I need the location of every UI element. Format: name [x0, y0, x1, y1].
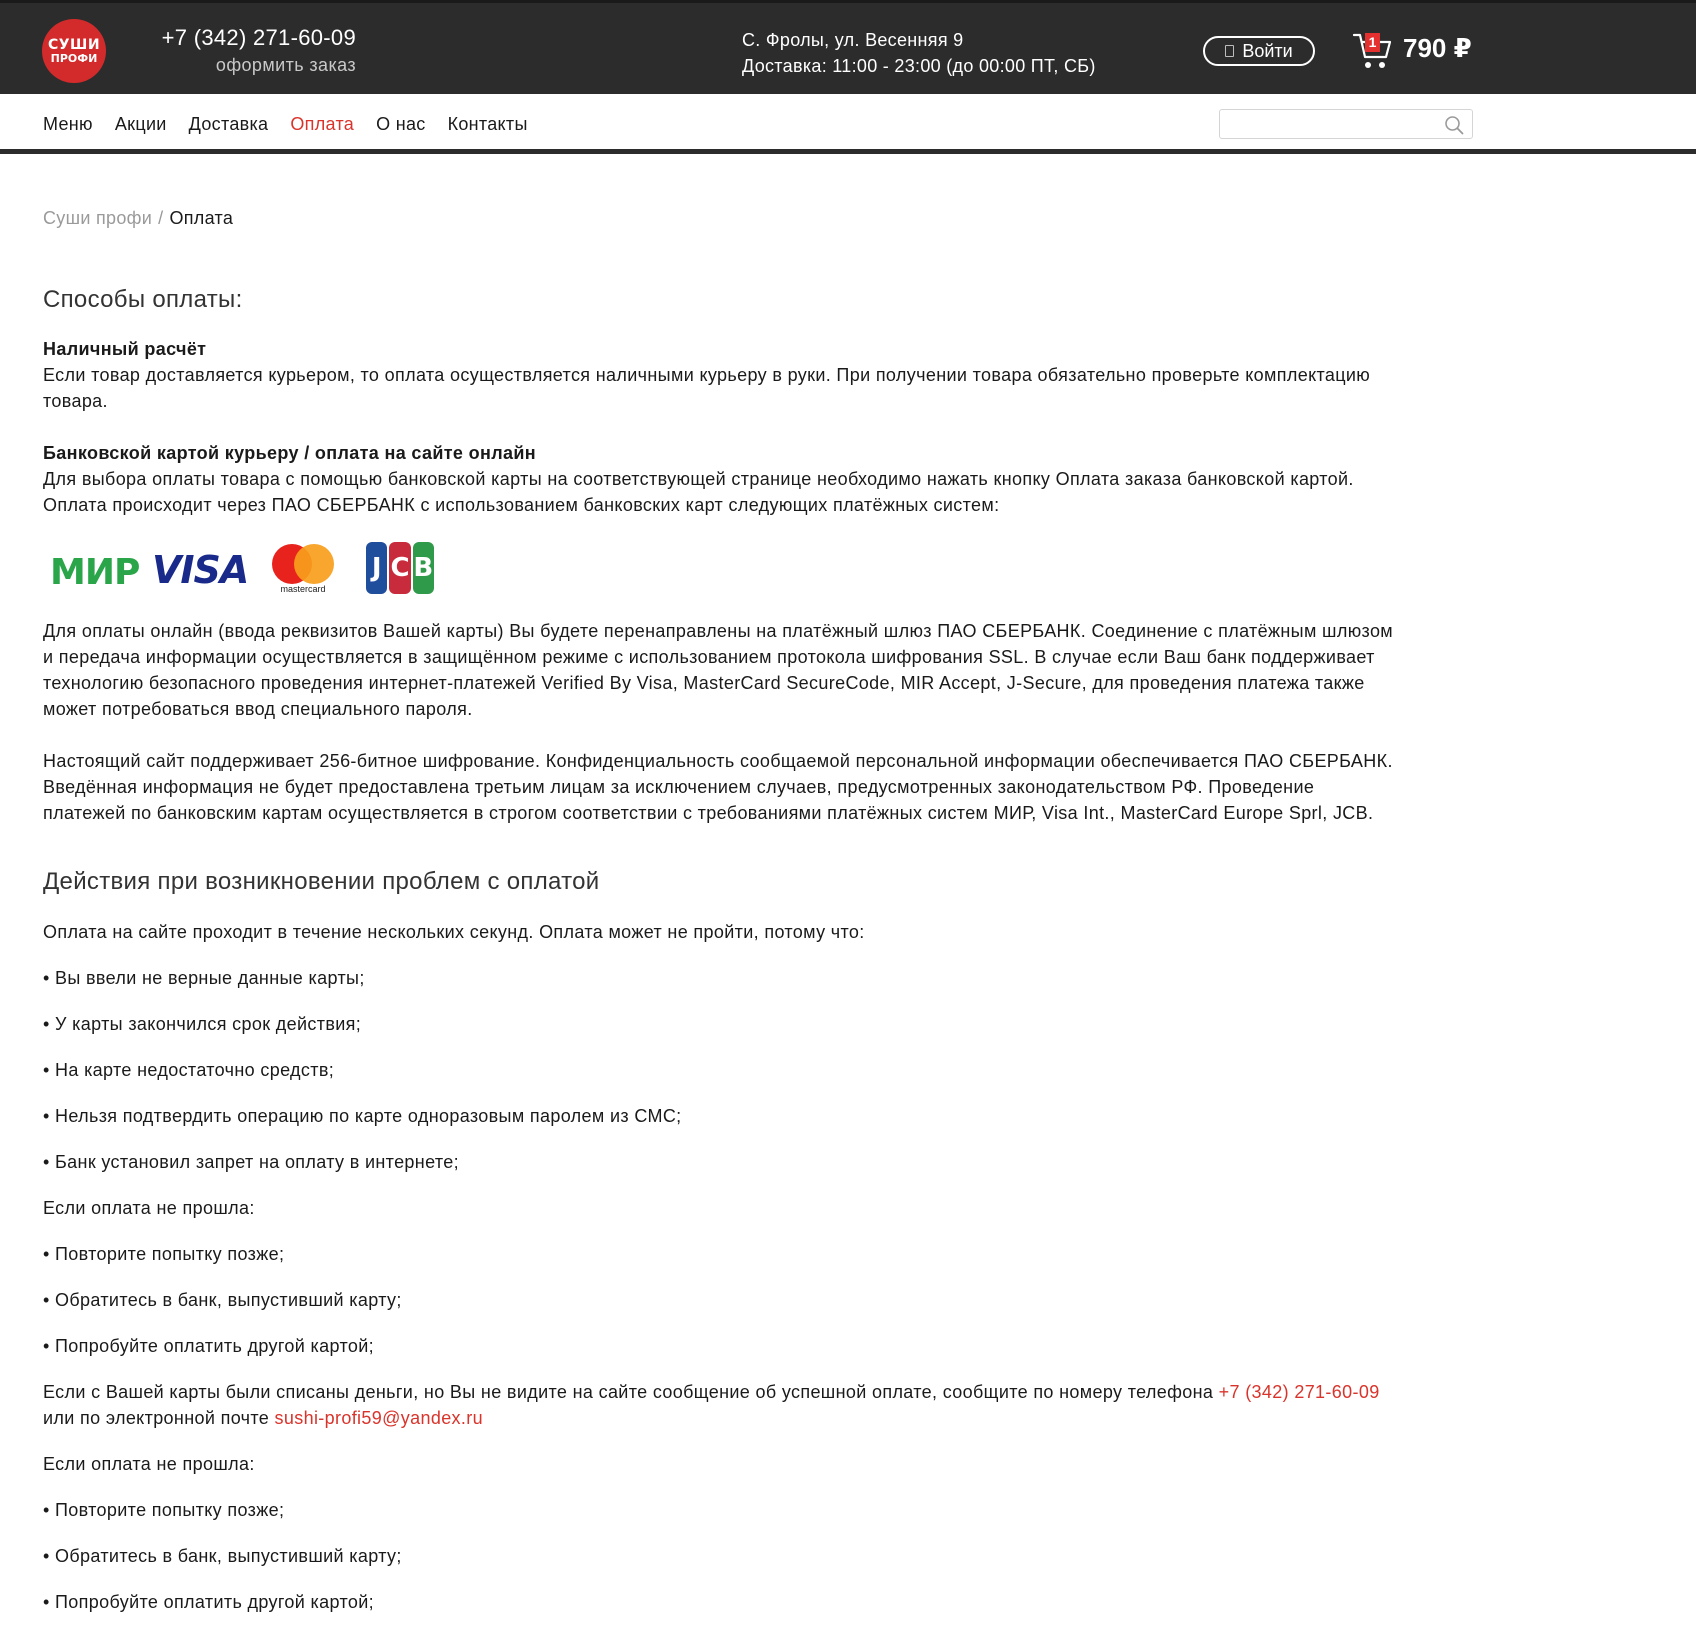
charged-text-1: Если с Вашей карты были списаны деньги, но Вы не видите на сайте сообщение об успешной оплате, сообщите по номеру телефона	[43, 1382, 1214, 1402]
support-phone-link[interactable]: +7 (342) 271-60-09	[1218, 1382, 1380, 1402]
reason-item: • Вы ввели не верные данные карты;	[43, 968, 365, 988]
action-item: • Обратитесь в банк, выпустивший карту;	[43, 1290, 402, 1310]
jcb-logo	[366, 542, 434, 594]
action-item: • Повторите попытку позже;	[43, 1244, 285, 1264]
cart-count-badge: 1	[1365, 33, 1380, 52]
action-item: • Обратитесь в банк, выпустивший карту;	[43, 1546, 402, 1566]
reason-item: • Банк установил запрет на оплату в интернете;	[43, 1152, 459, 1172]
breadcrumb	[43, 208, 233, 229]
online-text-4: может потребоваться ввод специального пароля.	[43, 699, 473, 719]
problems-title: Действия при возникновении проблем с оплатой	[43, 868, 600, 895]
reason-item: • Нельзя подтвердить операцию по карте одноразовым паролем из СМС;	[43, 1106, 682, 1126]
card-text-2: Оплата происходит через ПАО СБЕРБАНК с использованием банковских карт следующих платёжных систем:	[43, 495, 1000, 515]
action-item: • Попробуйте оплатить другой картой;	[43, 1336, 374, 1356]
problems-intro: Оплата на сайте проходит в течение нескольких секунд. Оплата может не пройти, потому что:	[43, 922, 865, 942]
card-text-1: Для выбора оплаты товара с помощью банковской карты на соответствующей странице необходимо нажать кнопку Оплата заказа банковской картой.	[43, 469, 1354, 489]
security-text-2: Введённая информация не будет предоставлена третьим лицам за исключением случаев, предусмотренных законодательством РФ. Проведение	[43, 777, 1315, 797]
address-text: С. Фролы, ул. Весенняя 9	[742, 30, 964, 50]
visa-logo: VISA	[152, 548, 249, 592]
mastercard-label: mastercard	[280, 584, 326, 594]
online-text-3: технологию безопасного проведения интернет-платежей Verified By Visa, MasterCard SecureCode, MIR Accept, J-Secure, для проведения платежа также	[43, 673, 1365, 693]
main-nav	[0, 94, 1696, 154]
nav-item-about[interactable]: О нас	[376, 114, 426, 134]
login-button-label: Войти	[1242, 40, 1293, 61]
cash-text-2: товара.	[43, 391, 108, 411]
online-text-1: Для оплаты онлайн (ввода реквизитов Вашей карты) Вы будете перенаправлены на платёжный шлюз ПАО СБЕРБАНК. Соединение с платёжным шлюзом	[43, 621, 1394, 641]
failed-title: Если оплата не прошла:	[43, 1198, 255, 1218]
security-text-1: Настоящий сайт поддерживает 256-битное шифрование. Конфиденциальность сообщаемой персональной информации обеспечивается ПАО СБЕРБАНК.	[43, 751, 1393, 771]
nav-item-contacts[interactable]: Контакты	[447, 114, 528, 134]
jcb-letter-b: B	[413, 542, 434, 594]
jcb-letter-j: J	[366, 542, 387, 594]
breadcrumb-current: Оплата	[169, 208, 234, 228]
failed-title-2: Если оплата не прошла:	[43, 1454, 255, 1474]
mastercard-orange-circle	[294, 544, 334, 584]
search-box	[1219, 109, 1473, 139]
login-button[interactable]	[1203, 36, 1315, 66]
security-text-3: платежей по банковским картам осуществляется в строгом соответствии с требованиями платёжных систем МИР, Visa Int., MasterCard Europe Sprl, JCB.	[43, 803, 1374, 823]
nav-item-promotions[interactable]: Акции	[114, 114, 167, 134]
logo-line-1: СУШИ	[47, 37, 101, 53]
page-title: Способы оплаты:	[43, 286, 243, 313]
payment-logos	[48, 540, 448, 596]
action-item: • Попробуйте оплатить другой картой;	[43, 1592, 374, 1612]
mastercard-logo	[270, 544, 334, 596]
nav-links	[43, 114, 528, 135]
logo[interactable]	[42, 19, 106, 83]
charged-paragraph-2	[43, 1405, 1463, 1431]
reason-item: • На карте недостаточно средств;	[43, 1060, 335, 1080]
online-text-2: и передача информации осуществляется в защищённом режиме с использованием протокола шифрования SSL. В случае если Ваш банк поддерживает	[43, 647, 1375, 667]
breadcrumb-separator: /	[158, 208, 164, 228]
address-block	[742, 27, 1096, 79]
top-header	[0, 0, 1696, 94]
delivery-hours-text: Доставка: 11:00 - 23:00 (до 00:00 ПТ, СБ)	[742, 56, 1096, 76]
reason-item: • У карты закончился срок действия;	[43, 1014, 362, 1034]
phone-block	[160, 25, 356, 76]
mir-logo: МИР	[50, 552, 140, 593]
card-title: Банковской картой курьеру / оплата на сайте онлайн	[43, 443, 536, 463]
search-input[interactable]	[1228, 110, 1438, 138]
cart-button[interactable]	[1352, 31, 1394, 71]
cash-text-1: Если товар доставляется курьером, то оплата осуществляется наличными курьеру в руки. При получении товара обязательно проверьте комплектацию	[43, 365, 1371, 385]
door-icon	[1225, 45, 1234, 57]
nav-item-payment[interactable]: Оплата	[290, 114, 355, 134]
jcb-letter-c: C	[389, 542, 410, 594]
header-phone-link[interactable]: +7 (342) 271-60-09	[161, 25, 356, 50]
cash-title: Наличный расчёт	[43, 339, 207, 359]
breadcrumb-home[interactable]: Суши профи	[43, 208, 153, 228]
charged-text-2: или по электронной почте	[43, 1408, 270, 1428]
nav-item-delivery[interactable]: Доставка	[188, 114, 269, 134]
search-icon[interactable]	[1444, 115, 1464, 135]
support-email-link[interactable]: sushi-profi59@yandex.ru	[274, 1408, 483, 1428]
order-link[interactable]: оформить заказ	[215, 55, 356, 75]
logo-line-2: ПРОФИ	[50, 52, 98, 65]
charged-paragraph	[43, 1379, 1463, 1405]
action-item: • Повторите попытку позже;	[43, 1500, 285, 1520]
nav-item-menu[interactable]: Меню	[43, 114, 93, 134]
cart-total[interactable]: 790 ₽	[1403, 33, 1472, 63]
